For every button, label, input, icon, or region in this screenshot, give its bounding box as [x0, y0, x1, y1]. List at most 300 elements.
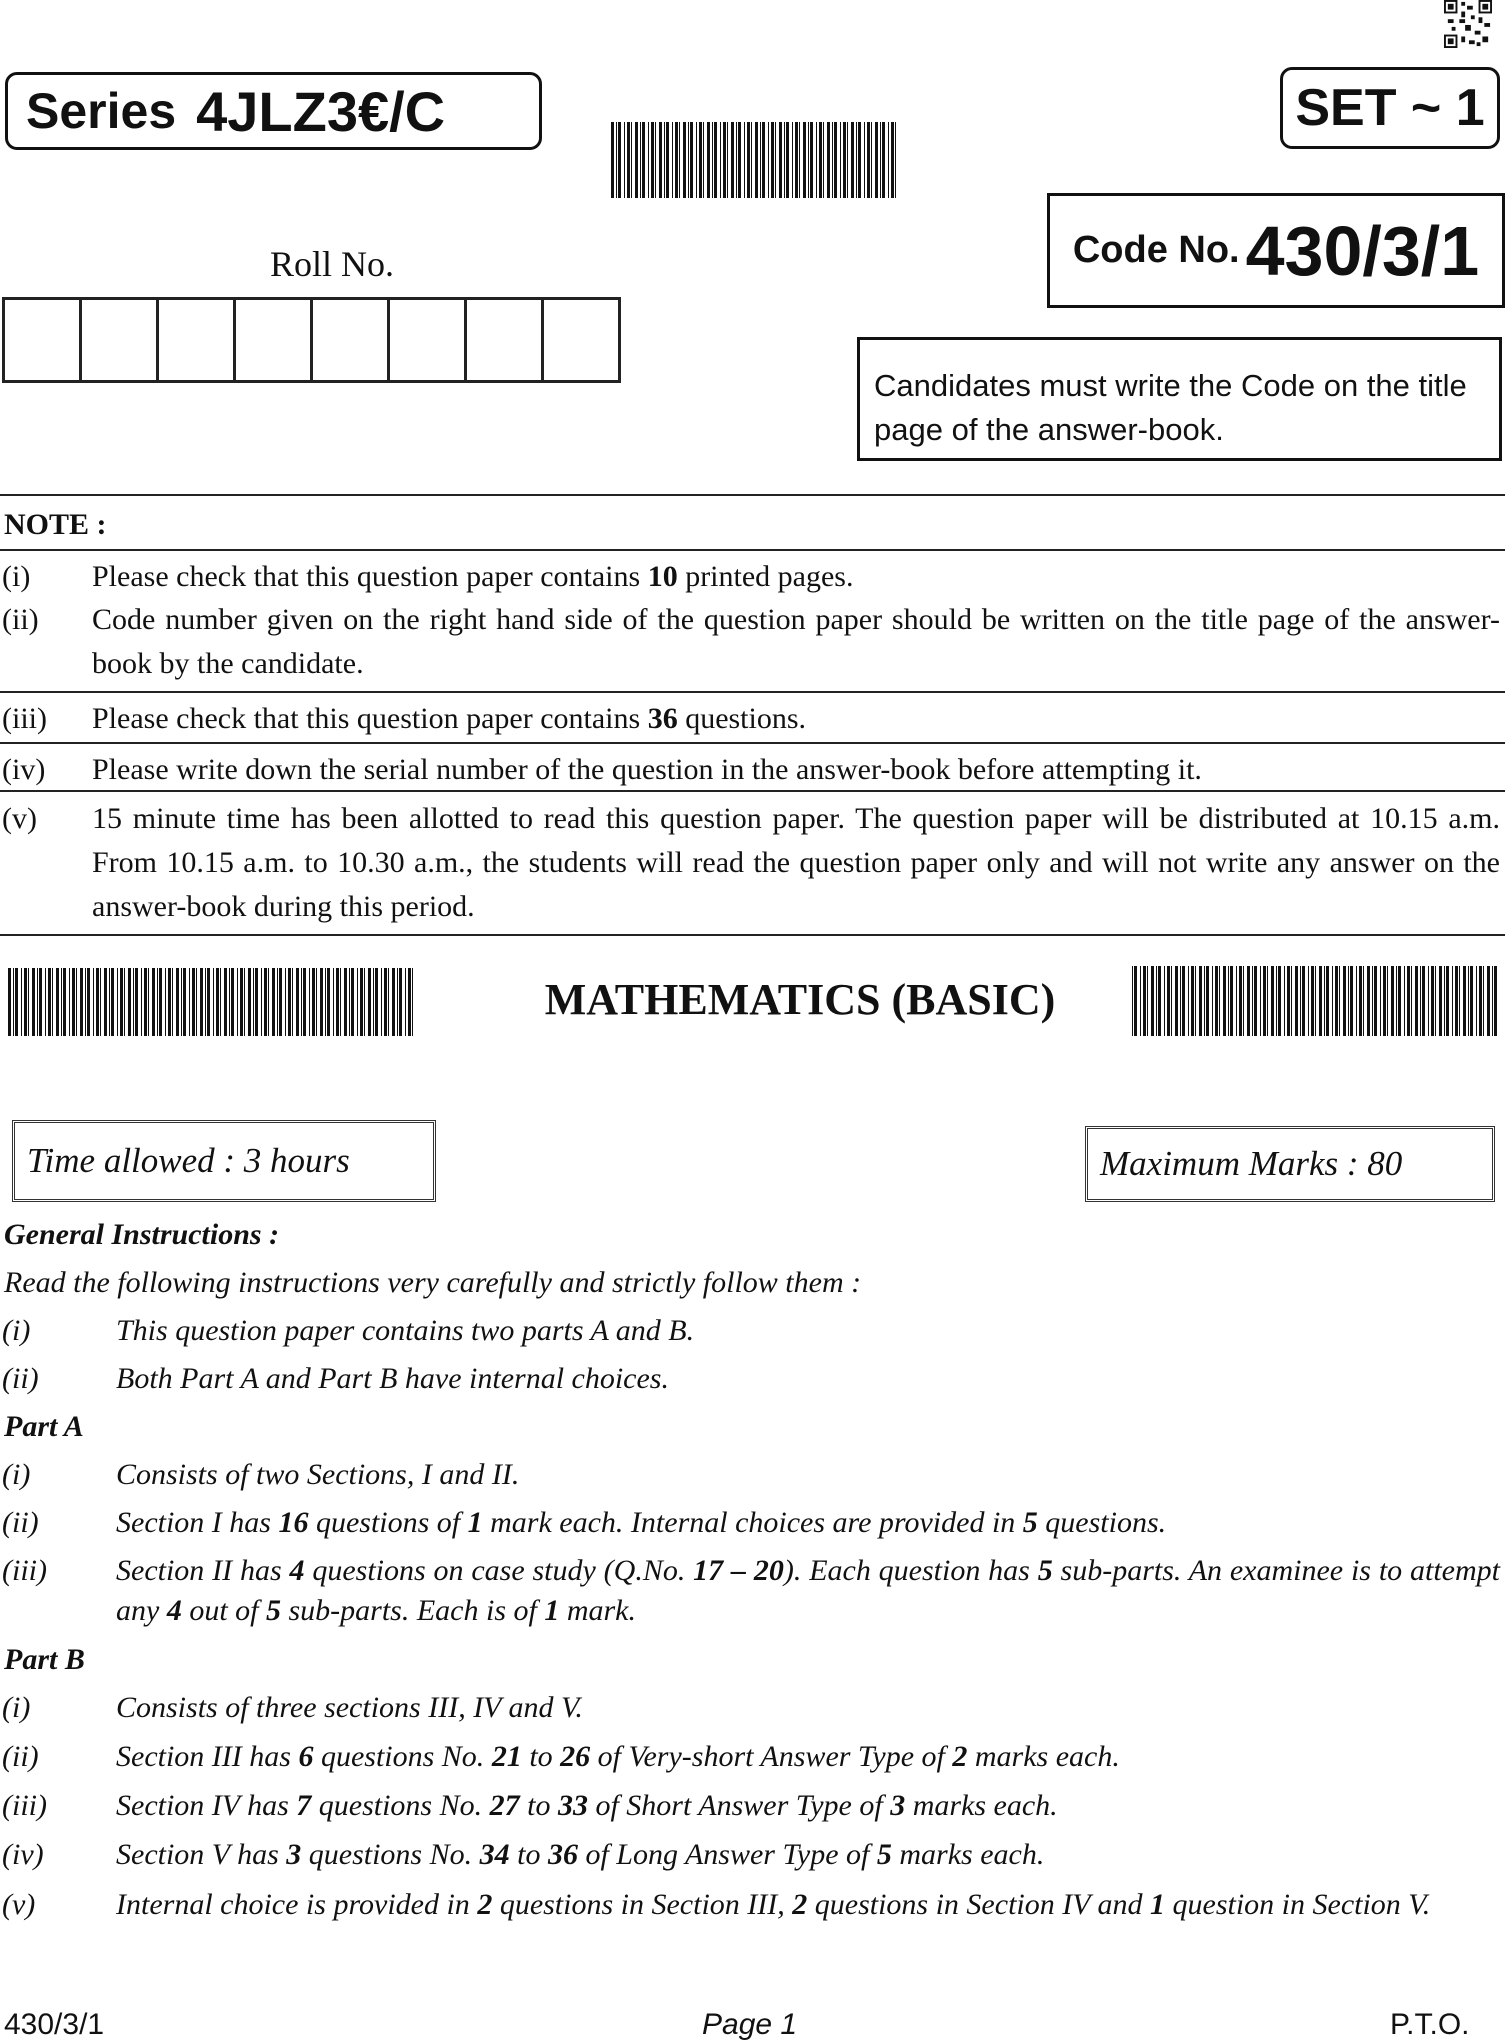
- barcode-bar: [1494, 966, 1497, 1036]
- barcode-bar: [72, 968, 75, 1036]
- barcode-bar: [651, 122, 654, 198]
- set-box: SET ~ 1: [1280, 67, 1500, 149]
- barcode-bar: [1132, 966, 1133, 1036]
- barcode-bar: [843, 122, 846, 198]
- subject-title: MATHEMATICS (BASIC): [544, 975, 1056, 1024]
- barcode-bar: [405, 968, 406, 1036]
- barcode-bar: [1404, 966, 1405, 1036]
- barcode-bar: [13, 968, 14, 1036]
- barcode-bar: [755, 122, 758, 198]
- barcode-bar: [1252, 966, 1253, 1036]
- part-b-text: Section IV has 7 questions No. 27 to 33 of Short Answer Type of 3 marks each.: [116, 1789, 1058, 1822]
- barcode-bar: [1175, 966, 1178, 1036]
- barcode-bar: [795, 122, 798, 198]
- barcode-bar: [28, 968, 29, 1036]
- barcode-bar: [157, 968, 158, 1036]
- barcode-bar: [635, 122, 638, 198]
- barcode-bar: [1396, 966, 1397, 1036]
- barcode-bar: [618, 122, 621, 198]
- part-a-number: (iii): [2, 1554, 47, 1587]
- barcode-bar: [124, 968, 125, 1036]
- barcode-bar: [1300, 966, 1301, 1036]
- barcode-bar: [24, 968, 27, 1036]
- barcode-bar: [799, 122, 800, 198]
- note-number: (ii): [2, 603, 39, 636]
- barcode-bar: [858, 122, 861, 198]
- barcode-bar: [744, 122, 745, 198]
- barcode-bar: [1284, 966, 1285, 1036]
- note-item: [0, 748, 1500, 792]
- barcode-bar: [1239, 966, 1242, 1036]
- barcode-bar: [1407, 966, 1410, 1036]
- roll-number-cell[interactable]: [544, 300, 618, 380]
- barcode-bar: [244, 968, 245, 1036]
- part-b-text: Section III has 6 questions No. 21 to 26 of Very-short Answer Type of 2 marks each.: [116, 1740, 1120, 1773]
- barcode-bar: [1164, 966, 1165, 1036]
- footer-code: 430/3/1: [4, 2008, 105, 2041]
- barcode-bar: [1236, 966, 1237, 1036]
- barcode-bar: [1380, 966, 1381, 1036]
- barcode-bar: [760, 122, 761, 198]
- barcode-bar: [384, 968, 387, 1036]
- barcode-bar: [364, 968, 365, 1036]
- barcode-bar: [731, 122, 734, 198]
- barcode-bar: [272, 968, 275, 1036]
- barcode-bar: [69, 968, 70, 1036]
- barcode-bar: [875, 122, 878, 198]
- series-box: [5, 72, 542, 150]
- barcode-bar: [851, 122, 854, 198]
- note-number: (v): [2, 802, 37, 835]
- part-b-number: (i): [2, 1691, 31, 1724]
- barcode-bar: [1428, 966, 1429, 1036]
- barcode-bar: [397, 968, 398, 1036]
- barcode-right: [1132, 966, 1498, 1036]
- part-b-number: (v): [2, 1888, 36, 1921]
- barcode-bar: [1278, 966, 1281, 1036]
- general-instructions-heading: General Instructions :: [4, 1218, 280, 1251]
- barcode-bar: [803, 122, 806, 198]
- note-text: Please check that this question paper contains 10 printed pages.: [92, 560, 854, 593]
- barcode-bar: [1134, 966, 1137, 1036]
- barcode-bar: [690, 122, 693, 198]
- barcode-bar: [1263, 966, 1266, 1036]
- barcode-bar: [1487, 966, 1490, 1036]
- note-heading: NOTE :: [4, 508, 107, 541]
- barcode-bar: [96, 968, 99, 1036]
- barcode-bar: [1180, 966, 1181, 1036]
- barcode-bar: [1470, 966, 1473, 1036]
- barcode-bar: [1287, 966, 1290, 1036]
- part-b-item: [0, 1835, 1500, 1875]
- barcode-bar: [827, 122, 830, 198]
- barcode-bar: [255, 968, 258, 1036]
- barcode-bar: [412, 968, 413, 1036]
- barcode-bar: [261, 968, 262, 1036]
- part-b-text: Section V has 3 questions No. 34 to 36 of Long Answer Type of 5 marks each.: [116, 1838, 1045, 1871]
- part-b-item: [0, 1885, 1500, 1925]
- roll-number-cell[interactable]: [390, 300, 467, 380]
- barcode-bar: [408, 968, 411, 1036]
- barcode-bar: [333, 968, 334, 1036]
- barcode-bar: [37, 968, 38, 1036]
- barcode-bar: [288, 968, 291, 1036]
- part-b-heading: Part B: [4, 1643, 85, 1676]
- barcode-bar: [1315, 966, 1316, 1036]
- barcode-bar: [1383, 966, 1386, 1036]
- barcode-bar: [399, 968, 402, 1036]
- barcode-bar: [52, 968, 53, 1036]
- barcode-bar: [141, 968, 142, 1036]
- part-a-item: [0, 1551, 1500, 1631]
- barcode-bar: [840, 122, 841, 198]
- barcode-bar: [1372, 966, 1373, 1036]
- divider: [0, 494, 1505, 496]
- code-value: 430/3/1: [1245, 211, 1480, 290]
- roll-number-cell[interactable]: [313, 300, 390, 380]
- general-instructions-intro: Read the following instructions very carefully and strictly follow them :: [4, 1266, 862, 1299]
- barcode-bar: [200, 968, 203, 1036]
- candidates-note: Candidates must write the Code on the title page of the answer-book.: [857, 337, 1502, 461]
- barcode-bar: [100, 968, 101, 1036]
- note-item: [0, 797, 1500, 929]
- code-box: [1047, 193, 1505, 308]
- barcode-bar: [325, 968, 326, 1036]
- instruction-text: This question paper contains two parts A and B.: [116, 1314, 695, 1347]
- barcode-bar: [277, 968, 278, 1036]
- barcode-bar: [1319, 966, 1322, 1036]
- barcode-bar: [642, 122, 645, 198]
- barcode-bar: [1247, 966, 1250, 1036]
- barcode-bar: [240, 968, 243, 1036]
- barcode-bar: [823, 122, 824, 198]
- roll-number-cell[interactable]: [82, 300, 159, 380]
- barcode-bar: [775, 122, 776, 198]
- barcode-bar: [655, 122, 656, 198]
- part-a-number: (ii): [2, 1506, 39, 1539]
- divider: [0, 691, 1505, 693]
- barcode-bar: [792, 122, 793, 198]
- barcode-bar: [224, 968, 227, 1036]
- barcode-bar: [1171, 966, 1172, 1036]
- part-a-text: Consists of two Sections, I and II.: [116, 1458, 520, 1491]
- barcode-bar: [268, 968, 269, 1036]
- part-a-item: [0, 1455, 1500, 1495]
- barcode-bar: [1455, 966, 1458, 1036]
- barcode-bar: [1254, 966, 1257, 1036]
- barcode-bar: [640, 122, 641, 198]
- barcode-bar: [771, 122, 774, 198]
- qr-code-icon: [1443, 0, 1493, 48]
- barcode-bar: [120, 968, 123, 1036]
- barcode-bar: [1332, 966, 1333, 1036]
- barcode-bar: [683, 122, 686, 198]
- barcode-bar: [723, 122, 726, 198]
- barcode-bar: [320, 968, 323, 1036]
- barcode-bar: [631, 122, 632, 198]
- barcode-bar: [1199, 966, 1202, 1036]
- barcode-bar: [1212, 966, 1213, 1036]
- note-text: 15 minute time has been allotted to read this question paper. The question paper will be distributed at 10.15 a.m. From 10.15 a.m. to 10.30 a.m., the students will read the question paper only and will not write any answer on the answer-book during this period.: [92, 802, 1500, 923]
- barcode-bar: [349, 968, 350, 1036]
- barcode-bar: [1191, 966, 1194, 1036]
- barcode-bar: [172, 968, 173, 1036]
- barcode-bar: [779, 122, 782, 198]
- part-b-item: [0, 1786, 1500, 1826]
- barcode-bar: [1158, 966, 1161, 1036]
- barcode-bar: [248, 968, 251, 1036]
- part-b-item: [0, 1688, 1500, 1728]
- barcode-bar: [32, 968, 35, 1036]
- barcode-bar: [253, 968, 254, 1036]
- barcode-bar: [104, 968, 107, 1036]
- note-text: Please write down the serial number of the question in the answer-book before attempting it.: [92, 753, 1202, 786]
- barcode-bar: [168, 968, 171, 1036]
- barcode-bar: [388, 968, 389, 1036]
- barcode-bar: [93, 968, 94, 1036]
- barcode-bar: [392, 968, 395, 1036]
- divider: [0, 790, 1505, 792]
- barcode-bar: [696, 122, 697, 198]
- roll-number-cell[interactable]: [159, 300, 236, 380]
- barcode-bar: [1415, 966, 1418, 1036]
- barcode-bar: [666, 122, 669, 198]
- barcode-bar: [1182, 966, 1185, 1036]
- barcode-bar: [699, 122, 702, 198]
- barcode-bar: [381, 968, 382, 1036]
- barcode-bar: [1420, 966, 1421, 1036]
- barcode-bar: [189, 968, 190, 1036]
- barcode-bar: [1387, 966, 1388, 1036]
- barcode-bar: [351, 968, 354, 1036]
- barcode-bar: [616, 122, 617, 198]
- note-number: (i): [2, 560, 31, 593]
- barcode-bar: [1463, 966, 1466, 1036]
- barcode-bar: [1363, 966, 1364, 1036]
- barcode-bar: [181, 968, 182, 1036]
- part-a-item: [0, 1503, 1500, 1543]
- note-number: (iv): [2, 753, 46, 786]
- roll-number-grid: [2, 297, 621, 383]
- barcode-bar: [165, 968, 166, 1036]
- barcode-bar: [207, 968, 210, 1036]
- roll-number-cell[interactable]: [467, 300, 544, 380]
- barcode-bar: [1444, 966, 1445, 1036]
- barcode-bar: [627, 122, 630, 198]
- barcode-bar: [834, 122, 837, 198]
- part-b-text: Internal choice is provided in 2 questions in Section III, 2 questions in Section IV and 1 question in Section V.: [116, 1888, 1431, 1921]
- barcode-bar: [727, 122, 728, 198]
- barcode-bar: [148, 968, 149, 1036]
- barcode-bar: [707, 122, 710, 198]
- barcode-bar: [1348, 966, 1349, 1036]
- barcode-bar: [819, 122, 822, 198]
- barcode-bar: [159, 968, 162, 1036]
- barcode-bar: [117, 968, 118, 1036]
- instruction-number: (ii): [2, 1362, 39, 1395]
- barcode-bar: [357, 968, 358, 1036]
- barcode-bar: [176, 968, 179, 1036]
- barcode-bar: [196, 968, 197, 1036]
- barcode-bar: [703, 122, 704, 198]
- footer-pto: P.T.O.: [1390, 2008, 1470, 2041]
- barcode-bar: [360, 968, 363, 1036]
- barcode-bar: [80, 968, 83, 1036]
- barcode-bar: [714, 122, 717, 198]
- divider: [0, 934, 1505, 936]
- barcode-bar: [786, 122, 789, 198]
- barcode-bar: [871, 122, 872, 198]
- barcode-bar: [1431, 966, 1434, 1036]
- barcode-bar: [1219, 966, 1220, 1036]
- note-item: [0, 697, 1500, 741]
- barcode-bar: [279, 968, 282, 1036]
- barcode-bar: [1367, 966, 1370, 1036]
- barcode-bar: [1228, 966, 1229, 1036]
- barcode-bar: [1468, 966, 1469, 1036]
- barcode-bar: [8, 968, 11, 1036]
- barcode-bar: [15, 968, 18, 1036]
- barcode-bar: [1324, 966, 1325, 1036]
- barcode-bar: [738, 122, 741, 198]
- barcode-bar: [76, 968, 77, 1036]
- barcode-bar: [808, 122, 809, 198]
- code-label: Code No.: [1072, 229, 1240, 271]
- time-allowed: Time allowed : 3 hours: [12, 1120, 436, 1202]
- barcode-bar: [373, 968, 374, 1036]
- barcode-bar: [111, 968, 114, 1036]
- barcode-bar: [712, 122, 713, 198]
- barcode-bar: [882, 122, 885, 198]
- part-b-number: (iv): [2, 1838, 44, 1871]
- barcode-bar: [213, 968, 214, 1036]
- barcode-bar: [1271, 966, 1274, 1036]
- divider: [0, 549, 1505, 551]
- barcode-bar: [891, 122, 894, 198]
- note-text: Code number given on the right hand side of the question paper should be written on the title page of the answer-book by the candidate.: [92, 603, 1500, 680]
- barcode-bar: [688, 122, 689, 198]
- barcode-bar: [679, 122, 680, 198]
- barcode-bar: [1223, 966, 1226, 1036]
- barcode-bar: [1311, 966, 1314, 1036]
- barcode-bar: [63, 968, 66, 1036]
- barcode-bar: [292, 968, 293, 1036]
- barcode-bar: [48, 968, 51, 1036]
- series-code: 4JLZ3€/C: [196, 79, 446, 143]
- barcode-bar: [309, 968, 310, 1036]
- barcode-bar: [1302, 966, 1305, 1036]
- instruction-item: [0, 1311, 1500, 1351]
- roll-number-cell[interactable]: [236, 300, 313, 380]
- barcode-bar: [1147, 966, 1148, 1036]
- barcode-bar: [895, 122, 896, 198]
- barcode-bar: [216, 968, 219, 1036]
- barcode-bar: [1398, 966, 1401, 1036]
- barcode-bar: [1446, 966, 1449, 1036]
- barcode-bar: [1204, 966, 1205, 1036]
- barcode-bar: [720, 122, 721, 198]
- barcode-bar: [1291, 966, 1292, 1036]
- barcode-bar: [301, 968, 302, 1036]
- barcode-bar: [340, 968, 341, 1036]
- instruction-number: (i): [2, 1314, 31, 1347]
- barcode-bar: [237, 968, 238, 1036]
- barcode-bar: [888, 122, 889, 198]
- barcode-bar: [1156, 966, 1157, 1036]
- part-a-heading: Part A: [4, 1410, 84, 1443]
- barcode-bar: [1276, 966, 1277, 1036]
- barcode-bar: [810, 122, 813, 198]
- barcode-bar: [762, 122, 765, 198]
- barcode-left: [8, 968, 416, 1036]
- barcode-bar: [56, 968, 59, 1036]
- barcode-bar: [1422, 966, 1425, 1036]
- part-b-text: Consists of three sections III, IV and V.: [116, 1691, 583, 1724]
- barcode-bar: [303, 968, 306, 1036]
- barcode-bar: [1483, 966, 1484, 1036]
- roll-number-cell[interactable]: [5, 300, 82, 380]
- barcode-bar: [264, 968, 267, 1036]
- barcode-bar: [205, 968, 206, 1036]
- barcode-bar: [1243, 966, 1244, 1036]
- barcode-bar: [1167, 966, 1170, 1036]
- barcode-bar: [1459, 966, 1460, 1036]
- part-a-number: (i): [2, 1458, 31, 1491]
- part-b-item: [0, 1737, 1500, 1777]
- barcode-bar: [648, 122, 649, 198]
- barcode-bar: [21, 968, 22, 1036]
- barcode-bar: [768, 122, 769, 198]
- barcode-bar: [368, 968, 371, 1036]
- barcode-bar: [1479, 966, 1482, 1036]
- barcode-bar: [1356, 966, 1357, 1036]
- barcode-bar: [1339, 966, 1340, 1036]
- note-item: [0, 555, 1500, 599]
- barcode-bar: [832, 122, 833, 198]
- barcode-bar: [336, 968, 339, 1036]
- barcode-bar: [1391, 966, 1394, 1036]
- barcode-bar: [659, 122, 662, 198]
- maximum-marks: Maximum Marks : 80: [1085, 1126, 1495, 1202]
- barcode-bar: [611, 122, 614, 198]
- barcode-bar: [231, 968, 234, 1036]
- roll-number-label: Roll No.: [270, 244, 395, 284]
- barcode-bar: [312, 968, 315, 1036]
- note-item: [0, 598, 1500, 686]
- barcode-bar: [1195, 966, 1196, 1036]
- barcode-bar: [327, 968, 330, 1036]
- instruction-text: Both Part A and Part B have internal choices.: [116, 1362, 669, 1395]
- instruction-item: [0, 1359, 1500, 1399]
- barcode-bar: [220, 968, 221, 1036]
- barcode-bar: [847, 122, 848, 198]
- barcode-bar: [229, 968, 230, 1036]
- barcode-bar: [1343, 966, 1346, 1036]
- barcode-bar: [1452, 966, 1453, 1036]
- note-number: (iii): [2, 702, 47, 735]
- barcode-bar: [816, 122, 817, 198]
- barcode-bar: [664, 122, 665, 198]
- barcode-bar: [1188, 966, 1189, 1036]
- barcode-bar: [856, 122, 857, 198]
- barcode-bar: [128, 968, 131, 1036]
- barcode-bar: [624, 122, 625, 198]
- divider: [0, 742, 1505, 744]
- barcode-top: [611, 122, 901, 198]
- barcode-bar: [672, 122, 673, 198]
- barcode-bar: [133, 968, 134, 1036]
- barcode-bar: [864, 122, 865, 198]
